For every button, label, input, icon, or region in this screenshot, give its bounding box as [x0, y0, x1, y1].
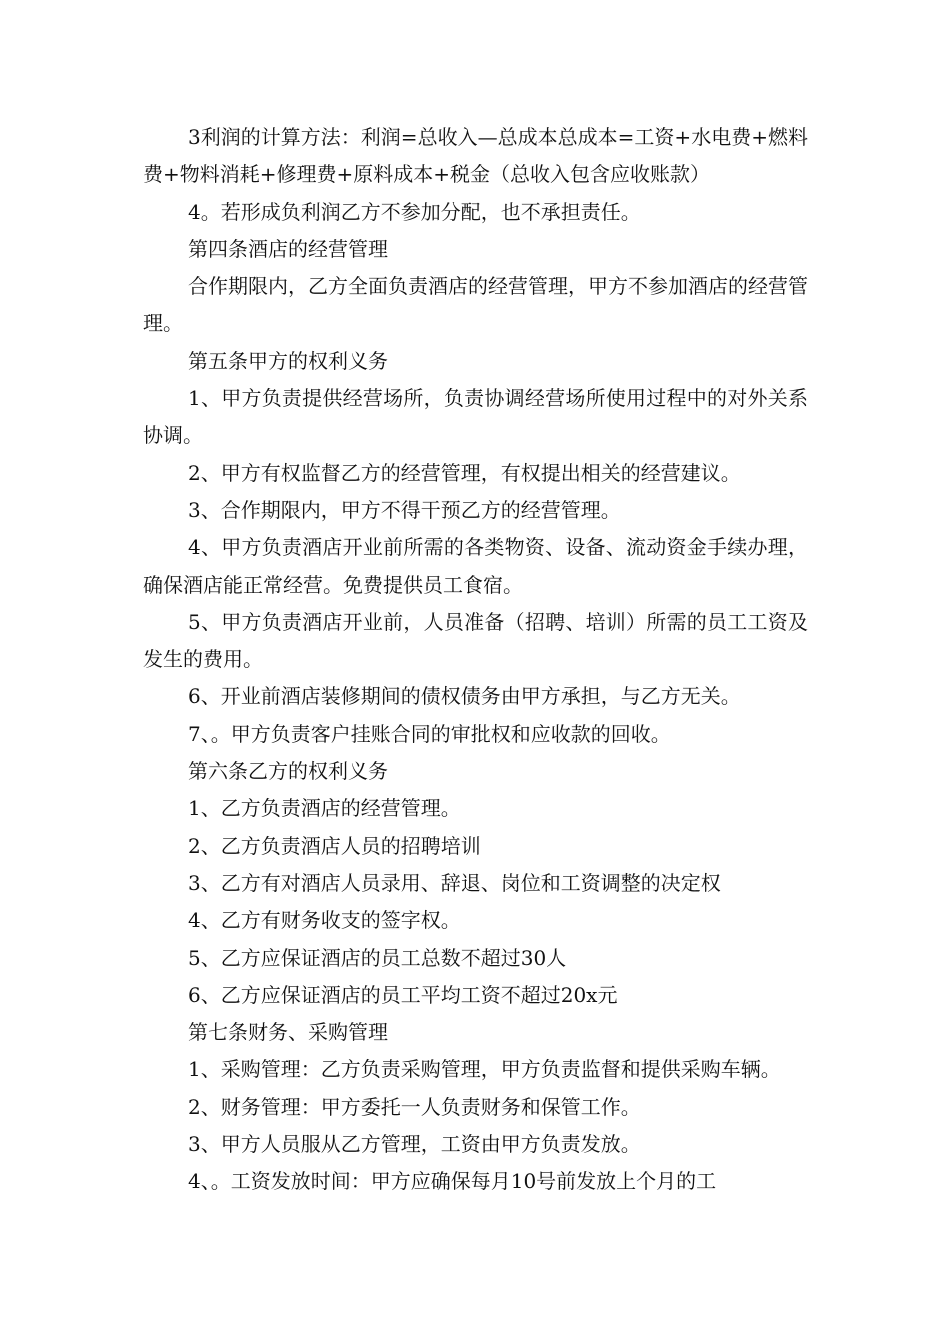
paragraph-management-scope: 合作期限内，乙方全面负责酒店的经营管理，甲方不参加酒店的经营管理。 [143, 274, 808, 336]
list-item: 2、财务管理：甲方委托一人负责财务和保管工作。 [188, 1094, 641, 1119]
list-item: 6、乙方应保证酒店的员工平均工资不超过20x元 [188, 982, 618, 1007]
list-item: 2、甲方有权监督乙方的经营管理，有权提出相关的经营建议。 [188, 460, 741, 485]
list-item: 4、。工资发放时间：甲方应确保每月10号前发放上个月的工 [188, 1169, 717, 1194]
list-item: 3、合作期限内，甲方不得干预乙方的经营管理。 [188, 497, 621, 522]
list-item: 3、乙方有对酒店人员录用、辞退、岗位和工资调整的决定权 [188, 870, 721, 895]
paragraph-profit-formula: 3利润的计算方法：利润=总收入—总成本总成本=工资+水电费+燃料费+物料消耗+修理费+原料成本+税金（总收入包含应收账款） [143, 125, 808, 187]
section-heading-article-5: 第五条甲方的权利义务 [188, 348, 388, 373]
list-item: 7、。甲方负责客户挂账合同的审批权和应收款的回收。 [188, 721, 671, 746]
paragraph-negative-profit: 4。若形成负利润乙方不参加分配，也不承担责任。 [188, 199, 641, 224]
list-item: 5、乙方应保证酒店的员工总数不超过30人 [188, 945, 567, 970]
list-item: 6、开业前酒店装修期间的债权债务由甲方承担，与乙方无关。 [188, 684, 741, 709]
section-heading-article-4: 第四条酒店的经营管理 [188, 236, 388, 261]
list-item: 3、甲方人员服从乙方管理，工资由甲方负责发放。 [188, 1132, 641, 1157]
list-item: 4、甲方负责酒店开业前所需的各类物资、设备、流动资金手续办理，确保酒店能正常经营。免费提供员工食宿。 [143, 535, 808, 597]
list-item: 1、乙方负责酒店的经营管理。 [188, 796, 461, 821]
document-body [143, 119, 808, 1201]
section-heading-article-6: 第六条乙方的权利义务 [188, 759, 388, 784]
section-heading-article-7: 第七条财务、采购管理 [188, 1020, 388, 1045]
list-item: 2、乙方负责酒店人员的招聘培训 [188, 833, 481, 858]
list-item: 1、甲方负责提供经营场所，负责协调经营场所使用过程中的对外关系协调。 [143, 386, 808, 448]
list-item: 4、乙方有财务收支的签字权。 [188, 908, 461, 933]
list-item: 1、采购管理：乙方负责采购管理，甲方负责监督和提供采购车辆。 [188, 1057, 781, 1082]
list-item: 5、甲方负责酒店开业前，人员准备（招聘、培训）所需的员工工资及发生的费用。 [143, 609, 808, 672]
